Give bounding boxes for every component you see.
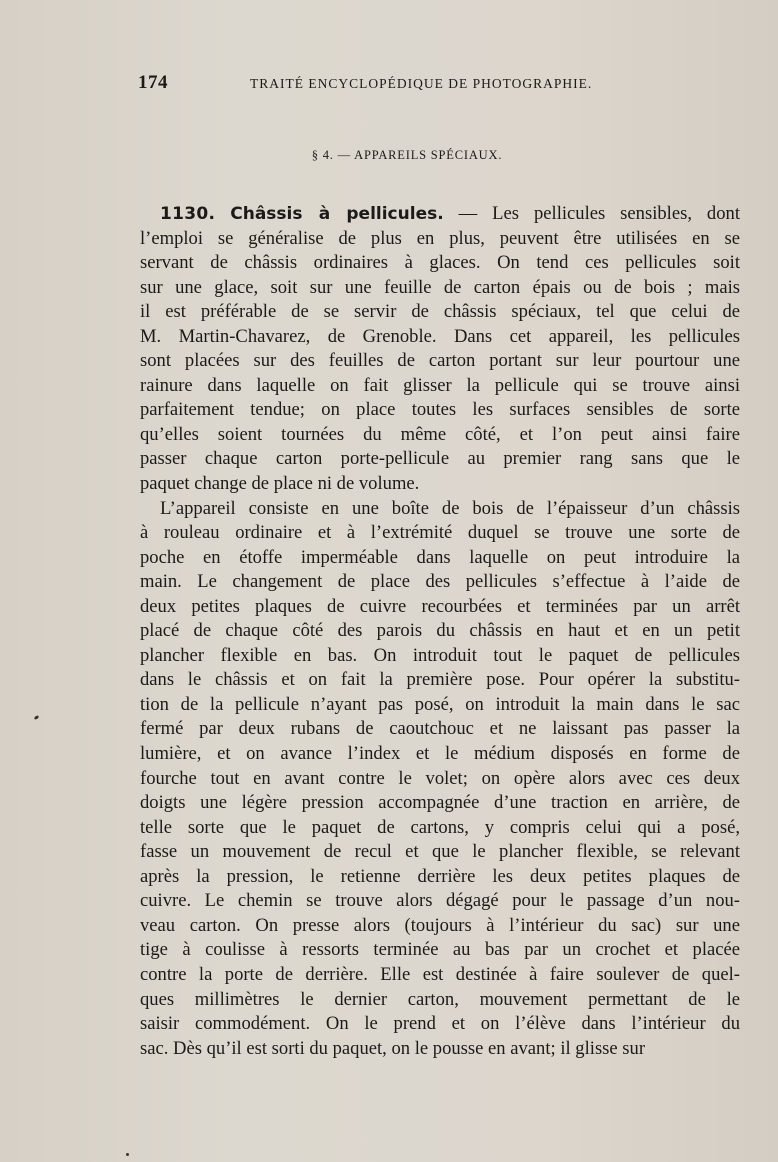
text-line: paquet change de place ni de volume. bbox=[140, 473, 420, 495]
text-line: telle sorte que le paquet de cartons, y compris celui qui a posé, bbox=[140, 816, 740, 838]
text-line: l’emploi se généralise de plus en plus, peuvent être utilisées en se bbox=[140, 227, 740, 249]
running-header bbox=[138, 72, 628, 98]
text-line: fasse un mouvement de recul et que le plancher flexible, se relevant bbox=[140, 841, 740, 863]
text-line: qu’elles soient tournées du même côté, et l’on peut ainsi faire bbox=[140, 423, 740, 445]
text-line: L’appareil consiste en une boîte de bois de l’épaisseur d’un châssis bbox=[160, 497, 740, 519]
text-line: tige à coulisse à ressorts terminée au bas par un crochet et placée bbox=[140, 939, 740, 961]
text-line: veau carton. On presse alors (toujours à l’intérieur du sac) sur une bbox=[140, 914, 740, 936]
text-line: placé de chaque côté des parois du châssis en haut et en un petit bbox=[140, 620, 740, 642]
paragraph-1 bbox=[140, 227, 740, 497]
text-line: sont placées sur des feuilles de carton portant sur leur pourtour une bbox=[140, 350, 740, 372]
text-line: fermé par deux rubans de caoutchouc et ne laissant pas passer la bbox=[140, 718, 740, 740]
page-number: 174 bbox=[138, 72, 168, 93]
text-line: saisir commodément. On le prend et on l’élève dans l’intérieur du bbox=[140, 1013, 740, 1035]
text-line: à rouleau ordinaire et à l’extrémité duquel se trouve une sorte de bbox=[140, 522, 740, 544]
section-heading: § 4. — APPAREILS SPÉCIAUX. bbox=[311, 148, 503, 162]
text-line: deux petites plaques de cuivre recourbées et terminées par un arrêt bbox=[140, 595, 740, 617]
text-line: sac. Dès qu’il est sorti du paquet, on le pousse en avant; il glisse sur bbox=[140, 1037, 646, 1059]
text-line: tion de la pellicule n’ayant pas posé, on introduit la main dans le sac bbox=[140, 693, 740, 715]
text-line: dans le châssis et on fait la première pose. Pour opérer la substitu- bbox=[140, 669, 740, 691]
text-line: M. Martin-Chavarez, de Grenoble. Dans cet appareil, les pellicules bbox=[140, 325, 740, 347]
paper-speck bbox=[34, 715, 40, 720]
text-line: rainure dans laquelle on fait glisser la pellicule qui se trouve ainsi bbox=[140, 374, 740, 396]
running-title: TRAITÉ ENCYCLOPÉDIQUE DE PHOTOGRAPHIE. bbox=[250, 76, 593, 91]
article-body bbox=[140, 202, 740, 1061]
text-line: servant de châssis ordinaires à glaces. On tend ces pellicules soit bbox=[140, 252, 740, 274]
text-line: plancher flexible en bas. On introduit tout le paquet de pellicules bbox=[140, 644, 740, 666]
paper-speck bbox=[126, 1153, 129, 1156]
text-line: après la pression, le retienne derrière les deux petites plaques de bbox=[140, 865, 740, 887]
text-line: ques millimètres le dernier carton, mouvement permettant de le bbox=[140, 988, 740, 1010]
text-line: poche en étoffe imperméable dans laquelle on peut introduire la bbox=[140, 546, 740, 568]
article-number: 1130. bbox=[160, 204, 216, 224]
paragraph-2 bbox=[140, 497, 740, 1062]
text-line: passer chaque carton porte-pellicule au premier rang sans que le bbox=[140, 448, 740, 470]
text-line: lumière, et on avance l’index et le médium disposés en forme de bbox=[140, 743, 740, 765]
text-line: doigts une légère pression accompagnée d’une traction en arrière, de bbox=[140, 792, 740, 814]
text-line: main. Le changement de place des pellicules s’effectue à l’aide de bbox=[140, 571, 740, 593]
text-line: sur une glace, soit sur une feuille de carton épais ou de bois ; mais bbox=[140, 276, 740, 298]
text-line: fourche tout en avant contre le volet; on opère alors avec ces deux bbox=[140, 767, 740, 789]
article-first-line-text: — Les pellicules sensibles, dont bbox=[458, 203, 740, 224]
text-line: il est préférable de se servir de châssis spéciaux, tel que celui de bbox=[140, 301, 740, 323]
text-line: parfaitement tendue; on place toutes les surfaces sensibles de sorte bbox=[140, 399, 740, 421]
article-title: Châssis à pellicules. bbox=[230, 204, 444, 224]
text-line: contre la porte de derrière. Elle est destinée à faire soulever de quel- bbox=[140, 963, 740, 985]
text-line: cuivre. Le chemin se trouve alors dégagé pour le passage d’un nou- bbox=[140, 890, 740, 912]
article-first-line bbox=[140, 202, 740, 227]
